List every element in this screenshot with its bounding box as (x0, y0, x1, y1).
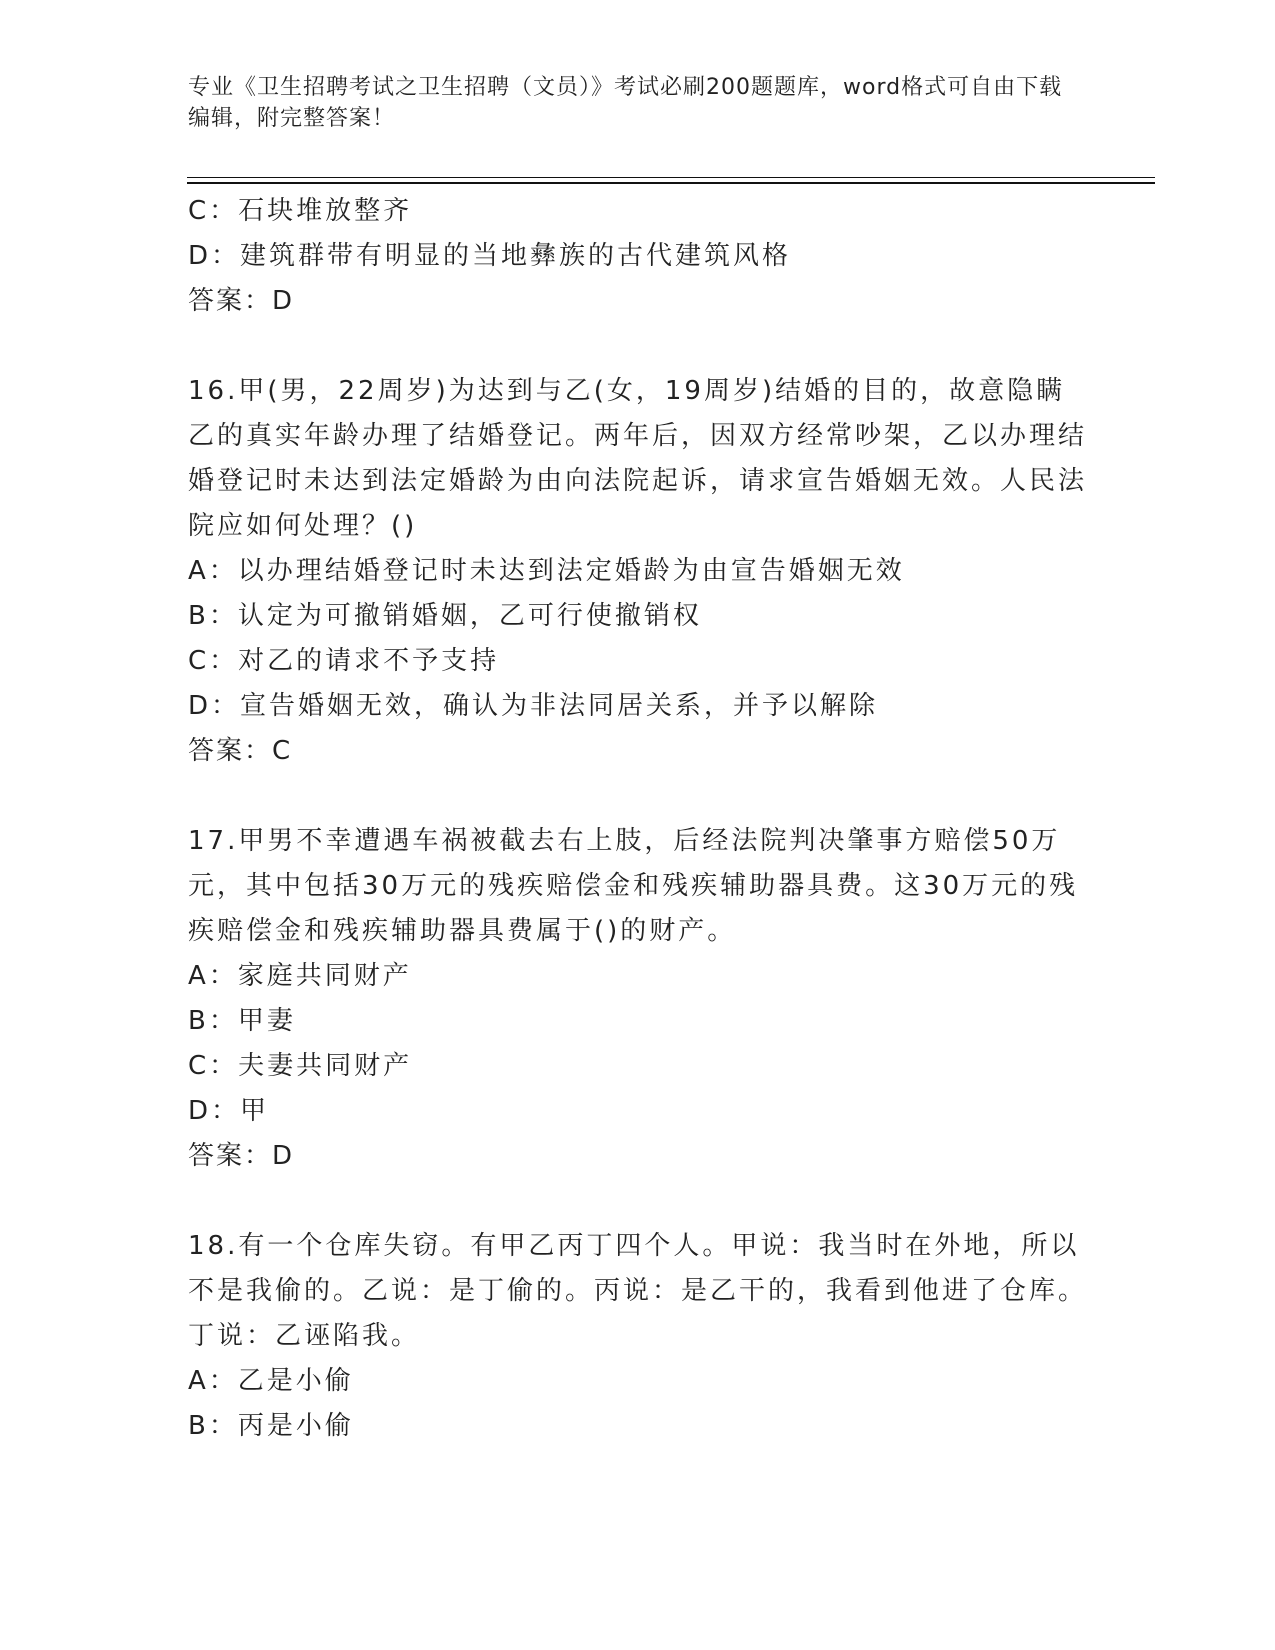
option-d: D：建筑群带有明显的当地彝族的古代建筑风格 (188, 241, 792, 271)
answer-line: 答案：D (188, 286, 295, 316)
header-divider-thick (187, 182, 1155, 184)
option-d: D：甲 (188, 1096, 270, 1126)
option-d: D：宣告婚姻无效，确认为非法同居关系，并予以解除 (188, 691, 879, 721)
question-18 (188, 1224, 1093, 1449)
answer-line: 答案：C (188, 736, 293, 766)
question-stem: 16.甲(男，22周岁)为达到与乙(女，19周岁)结婚的目的，故意隐瞒乙的真实年龄办理了结婚登记。两年后，因双方经常吵架，乙以办理结婚登记时未达到法定婚龄为由向法院起诉，请求宣告婚姻无效。人民法院应如何处理？() (188, 376, 1088, 541)
question-content (188, 189, 1093, 1449)
option-c: C：石块堆放整齐 (188, 196, 413, 226)
spacer (188, 1179, 1093, 1224)
answer-line: 答案：D (188, 1141, 295, 1171)
spacer (188, 774, 1093, 819)
header-divider-thin (187, 177, 1155, 178)
option-a: A：乙是小偷 (188, 1366, 354, 1396)
question-16 (188, 369, 1093, 774)
option-a: A：家庭共同财产 (188, 961, 412, 991)
option-a: A：以办理结婚登记时未达到法定婚龄为由宣告婚姻无效 (188, 556, 905, 586)
option-b: B：丙是小偷 (188, 1411, 354, 1441)
document-header: 专业《卫生招聘考试之卫生招聘（文员）》考试必刷200题题库，word格式可自由下载编辑，附完整答案！ (188, 75, 1063, 131)
question-stem: 18.有一个仓库失窃。有甲乙丙丁四个人。甲说：我当时在外地，所以不是我偷的。乙说：是丁偷的。丙说：是乙干的，我看到他进了仓库。丁说：乙诬陷我。 (188, 1231, 1088, 1351)
option-b: B：认定为可撤销婚姻，乙可行使撤销权 (188, 601, 702, 631)
question-stem: 17.甲男不幸遭遇车祸被截去右上肢，后经法院判决肇事方赔偿50万元，其中包括30万元的残疾赔偿金和残疾辅助器具费。这30万元的残疾赔偿金和残疾辅助器具费属于()的财产。 (188, 826, 1079, 946)
spacer (188, 324, 1093, 369)
question-17 (188, 819, 1093, 1179)
option-b: B：甲妻 (188, 1006, 296, 1036)
option-c: C：对乙的请求不予支持 (188, 646, 500, 676)
option-c: C：夫妻共同财产 (188, 1051, 413, 1081)
